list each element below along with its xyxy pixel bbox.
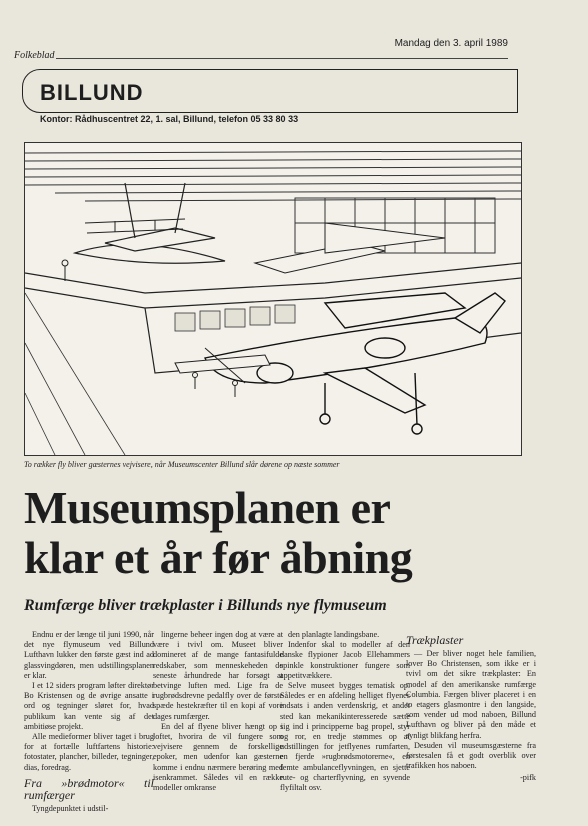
masthead-rule bbox=[56, 58, 508, 59]
paragraph: Desuden vil museumsgæsterne fra førstesalen få et godt overblik over trafikken hos naboen. bbox=[406, 740, 536, 771]
hangar-drawing bbox=[25, 143, 521, 455]
article-column-3 bbox=[280, 630, 410, 793]
paper-name: Folkeblad bbox=[14, 50, 55, 61]
illustration-caption: To rækker fly bliver gæsternes vejvisere, når Museumscenter Billund slår dørene op næste sommer bbox=[24, 460, 340, 469]
paragraph: En del af flyene bliver hængt op i loftet, hvorira de vil fungere som vejvisere gennem de forskellige epoker, men udenfor kan gæsterne komme i endnu nærmere berøring med isenkrammet. Således vil en række modeller omkranse bbox=[153, 721, 283, 793]
subheadline: Rumfærge bliver trækplaster i Billunds nye flymuseum bbox=[24, 597, 387, 614]
article-column-4 bbox=[406, 630, 536, 784]
paragraph: — Der bliver noget hele familien, lover Bo Christensen, som ikke er i tvivl om det sikre trækplaster: En model af den amerikanske rumfærge Columbia. Færgen bliver placeret i en to etagers glasmontre i den langside, som vender ud mod naboen, Billund Lufthavn og bliver på den måde et synligt blikfang herfra. bbox=[406, 649, 536, 740]
article-column-2 bbox=[153, 630, 283, 793]
headline bbox=[24, 483, 544, 583]
paragraph: Indenfor skal to modeller af den danske flypioner Jacob Ellehammers spinkle konstruktioner fungere som appetitvækkere. bbox=[280, 640, 410, 680]
paragraph: Endnu er der længe til juni 1990, når det nye flymuseum ved Billund Lufthavn lukker den første gæst ind ad glassvingdøren, men udstillingsplanen er klar. bbox=[24, 630, 154, 680]
paragraph: I et 12 siders program løfter direktør Bo Kristensen og de øvrige ansatte i ord og tegninger sløret for, hvad publikum kan vente sig af det ambitiøse projekt. bbox=[24, 681, 154, 731]
paragraph: Alle medieformer bliver taget i brug for at fortælle luftfartens historie: fotostater, plancher, billeder, tegninger, dias, foredrag. bbox=[24, 732, 154, 772]
office-address: Kontor: Rådhuscentret 22, 1. sal, Billund, telefon 05 33 80 33 bbox=[40, 114, 299, 124]
paragraph: Selve museet bygges tematisk op. Således er en afdeling helliget flyenes indsats i anden verdenskrig, et andet sted kan mekanikinteresserede sætte sig ind i principperne bag propel, styr og ror, en tredje stømmes op af udstillingen for jetflyenes rumfarten, en fjerde »rugbrødsmotorerne«, en femte ambulanceflyvningen, en sjette rute- og charterflyvning, en syvende flyfiltalt osv. bbox=[280, 681, 410, 793]
column-heading: Fra »brødmotor« til rumfærger bbox=[24, 775, 154, 802]
paragraph: Tyngdepunktet i udstil- bbox=[32, 803, 109, 813]
headline-line-1: Museumsplanen er bbox=[24, 482, 391, 533]
article-column-1 bbox=[24, 630, 154, 814]
paragraph: den planlagte landingsbane. bbox=[288, 630, 380, 639]
headline-line-2: klar et år før åbning bbox=[24, 532, 413, 583]
issue-date: Mandag den 3. april 1989 bbox=[394, 38, 508, 49]
section-title: BILLUND bbox=[40, 80, 144, 105]
paragraph: lingerne beheer ingen dog at være at være i tvivl om. Museet bliver domineret af de mange fantasifulde redskaber, som menneskeheden de seneste århundrede har forsøgt at betvinge luften med. Lige fra de rugbrødsdrevne pedalfly over de første spæde hestekræfter til en kopi af vore dages rumfærger. bbox=[153, 630, 283, 721]
column-heading: Trækplaster bbox=[406, 633, 464, 647]
museum-illustration bbox=[24, 142, 522, 456]
author-signature: -pifk bbox=[520, 773, 536, 783]
